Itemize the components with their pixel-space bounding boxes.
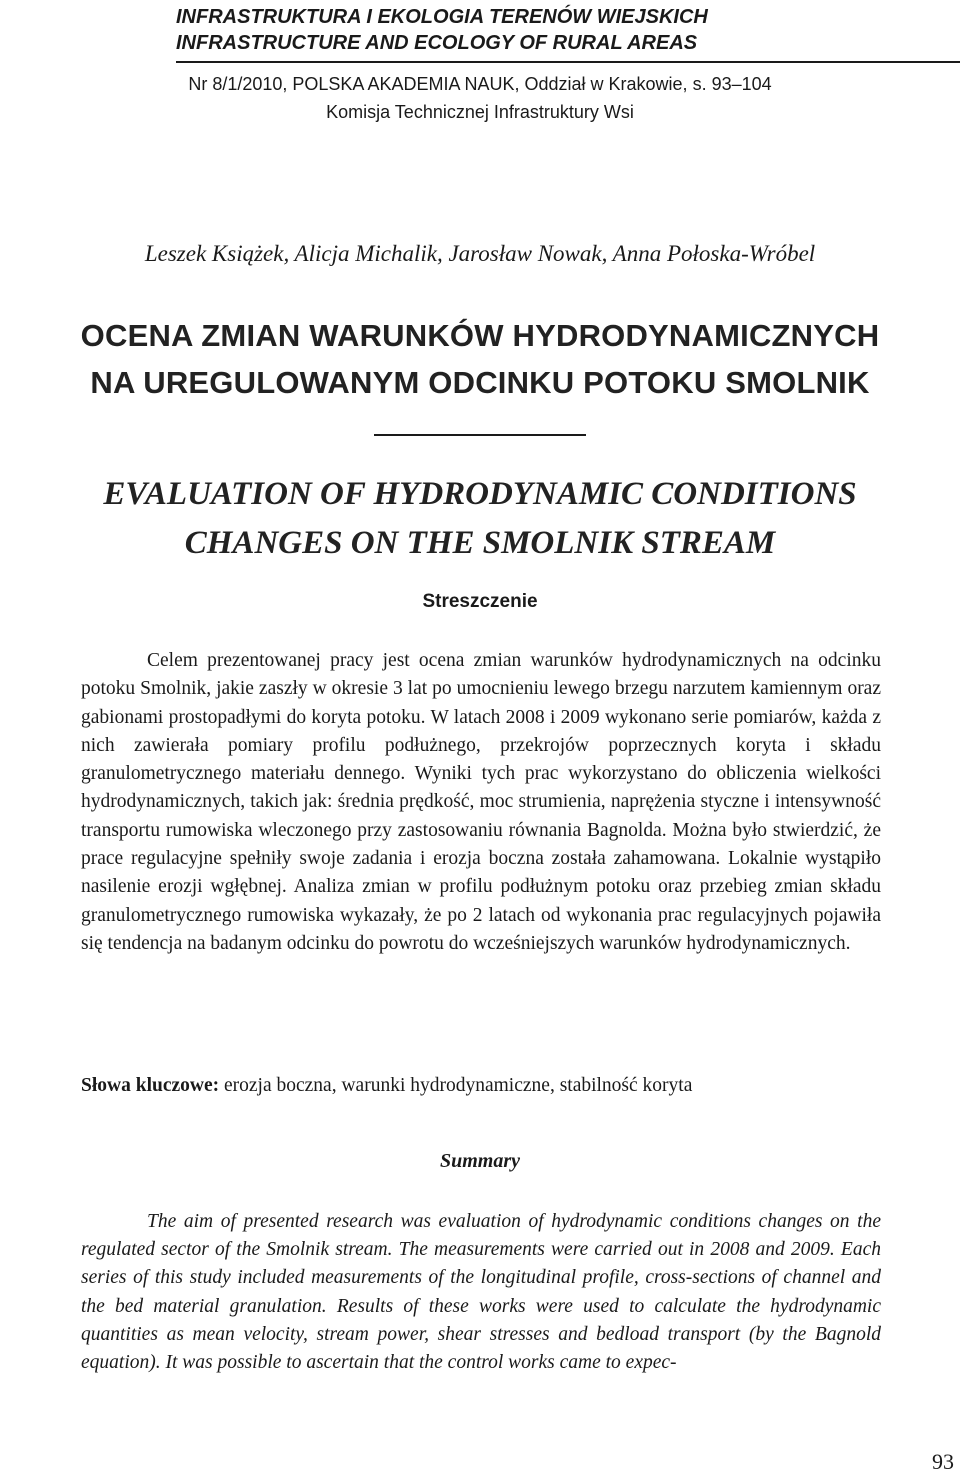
summary-heading: Summary [439, 1150, 521, 1172]
keywords [81, 1072, 881, 1100]
title-en-line-2: CHANGES ON THE SMOLNIK STREAM [184, 525, 776, 561]
abstract-pl [81, 647, 881, 958]
journal-title-en: INFRASTRUCTURE AND ECOLOGY OF RURAL AREAS [176, 32, 698, 54]
title-divider [374, 434, 586, 436]
abstract-pl-text: Celem prezentowanej pracy jest ocena zmian warunków hydrodynamicznych na odcinku potoku Smolnik, jakie zaszły w okresie 3 lat po umocnieniu lewego brzegu narzutem kamiennym oraz gabionami prostopadłymi do koryta potoku. W latach 2008 i 2009 wykonano serie pomiarów, każda z nich zawierała pomiary profilu podłużnego, przekrojów poprzecznych koryta i składu granulometrycznego materiału dennego. Wyniki tych prac wykorzystano do obliczenia wielkości hydrodynamicznych, takich jak: średnia prędkość, moc strumienia, naprężenia styczne i intensywność transportu rumowiska wleczonego przy zastosowaniu równania Bagnolda. Można było stwierdzić, że prace regulacyjne spełniły swoje zadania i erozja boczna została zahamowana. Lokalnie wystąpiło nasilenie erozji wgłębnej. Analiza zmian w profilu podłużnym potoku oraz przebieg zmian składu granulometrycznego rumowiska wykazały, że po 2 latach od wykonania prac regulacyjnych pojawiła się tendencja na badanym odcinku do powrotu do wcześniejszych warunków hydrodynamicznych. [81, 650, 881, 954]
abstract-en [81, 1208, 881, 1377]
keywords-label: Słowa kluczowe: [81, 1075, 220, 1096]
journal-header [176, 4, 876, 56]
title-pl-line-2: NA UREGULOWANYM ODCINKU POTOKU SMOLNIK [90, 365, 870, 400]
title-pl-line-1: OCENA ZMIAN WARUNKÓW HYDRODYNAMICZNYCH [80, 318, 880, 353]
abstract-pl-heading: Streszczenie [422, 591, 538, 612]
keywords-text: erozja boczna, warunki hydrodynamiczne, stabilność koryta [219, 1075, 693, 1096]
authors: Leszek Książek, Alicja Michalik, Jarosław Nowak, Anna Połoska-Wróbel [144, 241, 816, 266]
title-pl [0, 312, 960, 406]
title-en-line-1: EVALUATION OF HYDRODYNAMIC CONDITIONS [103, 476, 857, 512]
issue-line: Nr 8/1/2010, POLSKA AKADEMIA NAUK, Oddział w Krakowie, s. 93–104 [188, 74, 772, 94]
abstract-en-text: The aim of presented research was evaluation of hydrodynamic conditions changes on the regulated sector of the Smolnik stream. The measurements were carried out in 2008 and 2009. Each series of this study included measurements of the longitudinal profile, cross-sections of channel and the bed material granulation. Results of these works were used to calculate the hydrodynamic quantities as mean velocity, stream power, shear stresses and bedload transport (by the Bagnold equation). It was possible to ascertain that the control works came to expec- [81, 1211, 881, 1374]
page-number: 93 [932, 1449, 954, 1474]
commission-line: Komisja Technicznej Infrastruktury Wsi [326, 102, 634, 122]
header-rule [176, 61, 960, 63]
title-en [0, 470, 960, 568]
journal-title-pl: INFRASTRUKTURA I EKOLOGIA TERENÓW WIEJSKICH [176, 6, 708, 28]
